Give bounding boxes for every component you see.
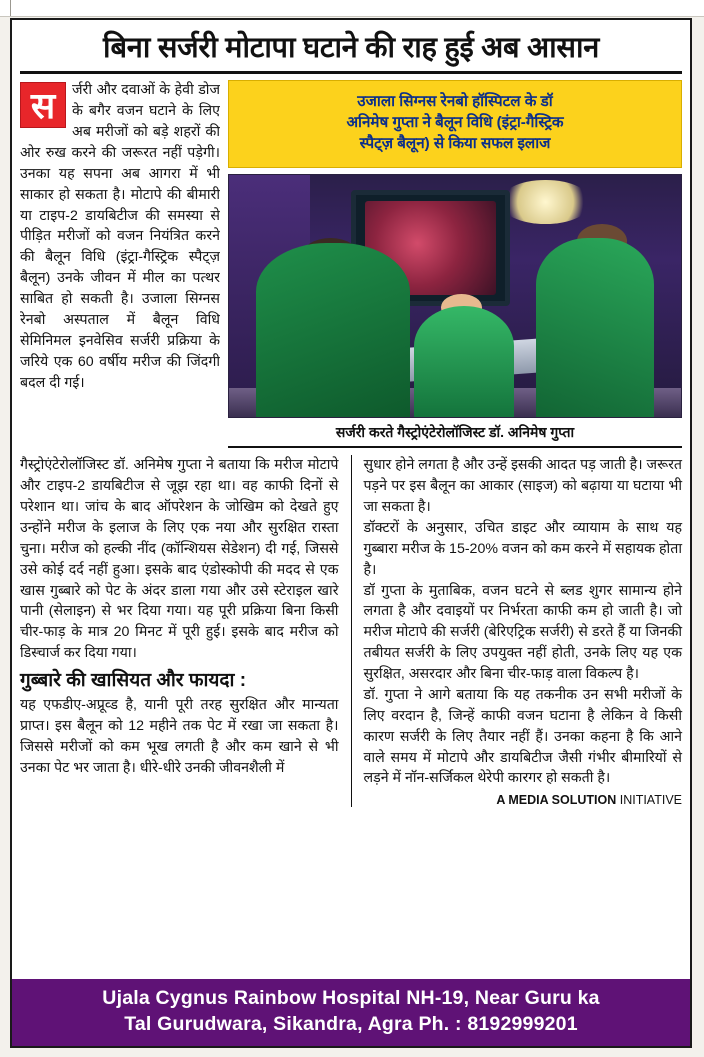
media-credit-light: INITIATIVE [619,793,682,808]
callout-line-1: उजाला सिग्नस रेनबो हॉस्पिटल के डॉ [357,93,553,111]
top-block [20,80,682,448]
advertisement-frame [10,18,692,1048]
doctor-scrubs-left [256,243,410,417]
callout-and-photo-column [228,80,682,448]
article-column-right [364,455,683,807]
section-subheading: गुब्बारे की खासियत और फायदा : [20,670,247,692]
column-divider [351,455,352,807]
address-line-2: Tal Gurudwara, Sikandra, Agra Ph. : 8192999201 [124,1012,578,1035]
margin-tick-mark [10,0,11,16]
callout-line-2: अनिमेष गुप्ता ने बैलून विधि (इंट्रा-गैस्ट्रिक [346,114,564,132]
photo-caption: सर्जरी करते गैस्ट्रोएंटेरोलॉजिस्ट डॉ. अनिमेष गुप्ता [228,418,682,448]
drop-cap: स [20,82,66,128]
page-top-margin [0,0,704,17]
article-body [20,455,682,807]
paragraph: डॉ गुप्ता के मुताबिक, वजन घटने से ब्लड शुगर सामान्य होने लगता है और दवाइयों पर निर्भरता काफी कम हो जाती है। जो मरीज मोटापे की सर्जरी (बेरिएट्रिक सर्जरी) से डरते हैं या जिनकी तबीयत सर्जरी के लिए उपयुक्त नहीं होती, उनके लिए यह एक सुरक्षित, असरदार और बिना चीर-फाड़ वाला विकल्प है। [363,582,682,683]
paragraph: सुधार होने लगता है और उन्हें इसकी आदत पड़ जाती है। जरूरत पड़ने पर इस बैलून का आकार (साइज) को बढ़ाया या घटाया भी जा सकता है। [363,457,682,516]
page-title: बिना सर्जरी मोटापा घटाने की राह हुई अब आसान [20,26,682,74]
hospital-address-banner [12,979,690,1046]
media-credit-bold: A MEDIA SOLUTION [496,793,617,808]
article-column-left [20,455,339,807]
surgery-photo [228,174,682,418]
media-credit [364,793,683,807]
paragraph: गैस्ट्रोएंटेरोलॉजिस्ट डॉ. अनिमेष गुप्ता ने बताया कि मरीज मोटापे और टाइप-2 डायबिटीज से जूझ रहा था। वह काफी दिनों से परेशान था। जांच के बाद ऑपरेशन के जोखिम को देखते हुए उन्होंने मरीज के इलाज के लिए एक नया और सुरक्षित रास्ता चुना। मरीज को हल्की नींद (कॉन्शियस सेडेशन) दी गई, जिससे उसे कोई दर्द नहीं हुआ। इसके बाद एंडोस्कोपी की मदद से एक खास गुब्बारे को पेट के अंदर डाला गया और उसे स्टेराइल खारे पानी (सेलाइन) से भर दिया गया। यह पूरी प्रक्रिया बिना किसी चीर-फाड़ के मात्र 20 मिनट में पूरी हुई। इसके बाद मरीज को डिस्चार्ज कर दिया गया। [20,457,339,662]
intro-paragraph: र्जरी और दवाओं के हेवी डोज के बगैर वजन घटाने के लिए अब मरीजों को बड़े शहरों की ओर रुख करने की जरूरत नहीं पड़ेगी। उनका यह सपना अब आगरा में भी साकार हो सकता है। मोटापे की बीमारी या टाइप-2 डायबिटीज की समस्या से पीड़ित मरीजों को वजन नियंत्रित करने की बैलून विधि (इंट्रा-गैस्ट्रिक स्पैट्ज़ बैलून) उनके जीवन में मील का पत्थर साबित हो सकती है। उजाला सिग्नस रेनबो अस्पताल में बैलून विधि सेमिनिमल इनवेसिव सर्जरी प्रक्रिया के जरिये एक 60 वर्षीय मरीज की जिंदगी बदल दी गई। [20,82,220,391]
intro-column [20,80,220,448]
paragraph: यह एफडीए-अप्रूव्ड है, यानी पूरी तरह सुरक्षित और मान्यता प्राप्त। इस बैलून को 12 महीने तक पेट में रखा जा सकता है। जिससे मरीजों को कम भूख लगती है और कम खाने से भी उनका पेट भर जाता है। धीरे-धीरे उनकी जीवनशैली में [20,696,339,776]
paragraph: डॉक्टरों के अनुसार, उचित डाइट और व्यायाम के साथ यह गुब्बारा मरीज के 15-20% वजन को कम करने में सहायक होता है। [363,519,682,578]
callout-box [228,80,682,168]
paragraph: डॉ. गुप्ता ने आगे बताया कि यह तकनीक उन सभी मरीजों के लिए वरदान है, जिन्हें काफी वजन घटाना है लेकिन वे किसी कारण सर्जरी के लिए तैयार नहीं हैं। उनका कहना है कि आने वाले समय में मोटापे और डायबिटीज जैसी गंभीर बीमारियों से लड़ने में नॉन-सर्जिकल थेरेपी कारगर हो सकती है। [363,686,682,787]
doctor-scrubs-right [536,238,654,417]
callout-line-3: स्पैट्ज़ बैलून) से किया सफल इलाज [359,135,551,153]
intro-paragraph-wrap [20,80,220,393]
surgical-light-icon [500,180,590,224]
assistant-scrubs-center [414,306,513,417]
address-line-1: Ujala Cygnus Rainbow Hospital NH-19, Near Guru ka [102,987,600,1010]
